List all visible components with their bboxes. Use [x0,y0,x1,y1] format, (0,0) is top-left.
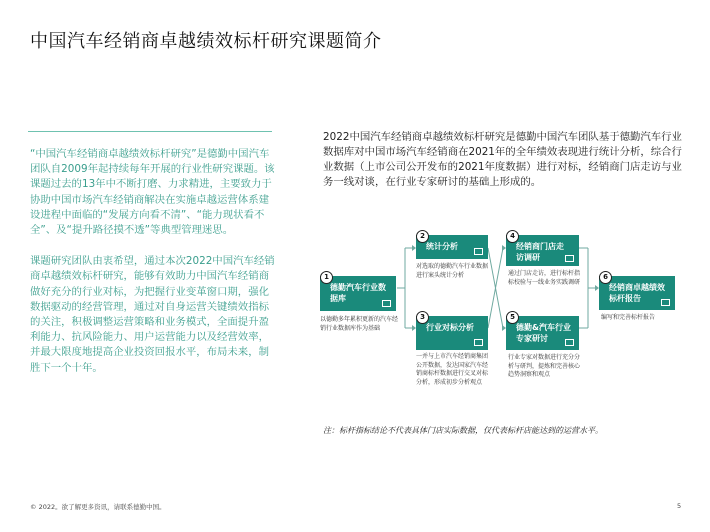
step-number: 5 [506,311,519,324]
page-icon [565,255,574,262]
step-number: 4 [506,230,519,243]
step-number: 6 [599,271,612,284]
page-number: 5 [677,502,682,510]
step-description: 以德勤多年累积更新的汽车经销行业数据库作为基础 [320,316,399,332]
page-icon [474,339,483,346]
page-icon [661,299,670,306]
research-description: 2022中国汽车经销商卓越绩效标杆研究是德勤中国汽车团队基于德勤汽车行业数据库对中国市场汽车经销商在2021年的全年绩效表现进行统计分析，综合行业数据（上市公司公开发布的2021年度数据）进行对标，经销商门店走访与业务一线对谈，在行业专家研讨的基础上形成的。 [323,131,682,188]
step-label: 统计分析 [426,242,458,251]
page-title: 中国汽车经销商卓越绩效标杆研究课题简介 [30,31,382,52]
page-icon [474,248,483,255]
page-icon [565,339,574,346]
step-label: 经销商门店走访调研 [516,242,564,262]
step-label: 德勤&汽车行业专家研讨 [516,323,571,343]
intro-paragraph-2: 课题研究团队由衷希望，通过本次2022中国汽车经销商卓越绩效标杆研究，能够有效助力中国汽车经销商做好充分的行业对标，为把握行业变革窗口期，强化数据驱动的经营管理，通过对自身运营关键绩效指标的关注，积极调整运营策略和业务模式，全面提升盈利能力、抗风险能力、用户运营能力以及经营效率，并最大限度地提高企业投资回报水平，布局未来，制胜下一个十年。 [30,255,275,374]
step-description: 对选取的德勤汽车行业数据进行案头统计分析 [416,263,489,279]
step-description: 通过门店走访，进行标杆指标校验与一线业务实践调研 [508,270,581,286]
step-description: 编写和完善标杆报告 [601,314,656,321]
page-icon [382,300,391,307]
footnote: 注：标杆指标结论不代表具体门店实际数据，仅代表标杆店能达到的运营水平。 [323,426,603,435]
copyright-footer: © 2022。欲了解更多资讯，请联系德勤中国。 [30,503,166,511]
step-number: 1 [320,271,333,284]
step-label: 经销商卓越绩效标杆报告 [609,283,665,303]
step-number: 2 [416,230,429,243]
intro-paragraph-1: “中国汽车经销商卓越绩效标杆研究”是德勤中国汽车团队自2009年起持续每年开展的行业性研究课题。该课题过去的13年中不断打磨、力求精进，主要致力于协助中国市场汽车经销商解决在实施卓越运营体系建设进程中面临的“发展方向看不清”、“能力现状看不全”、及“提升路径摸不透”等典型管理迷思。 [30,148,275,237]
step-label: 德勤汽车行业数据库 [330,283,386,303]
step-label: 行业对标分析 [426,323,474,332]
step-number: 3 [416,311,429,324]
step-description: 行业专家对数据进行充分分析与研判，提炼和完善核心趋势洞察和观点 [508,354,581,379]
step-description: 一并与上市汽车经销商集团公开数据，发达国家汽车经销商标杆数据进行交叉对标分析，形成初步分析观点 [416,353,489,386]
